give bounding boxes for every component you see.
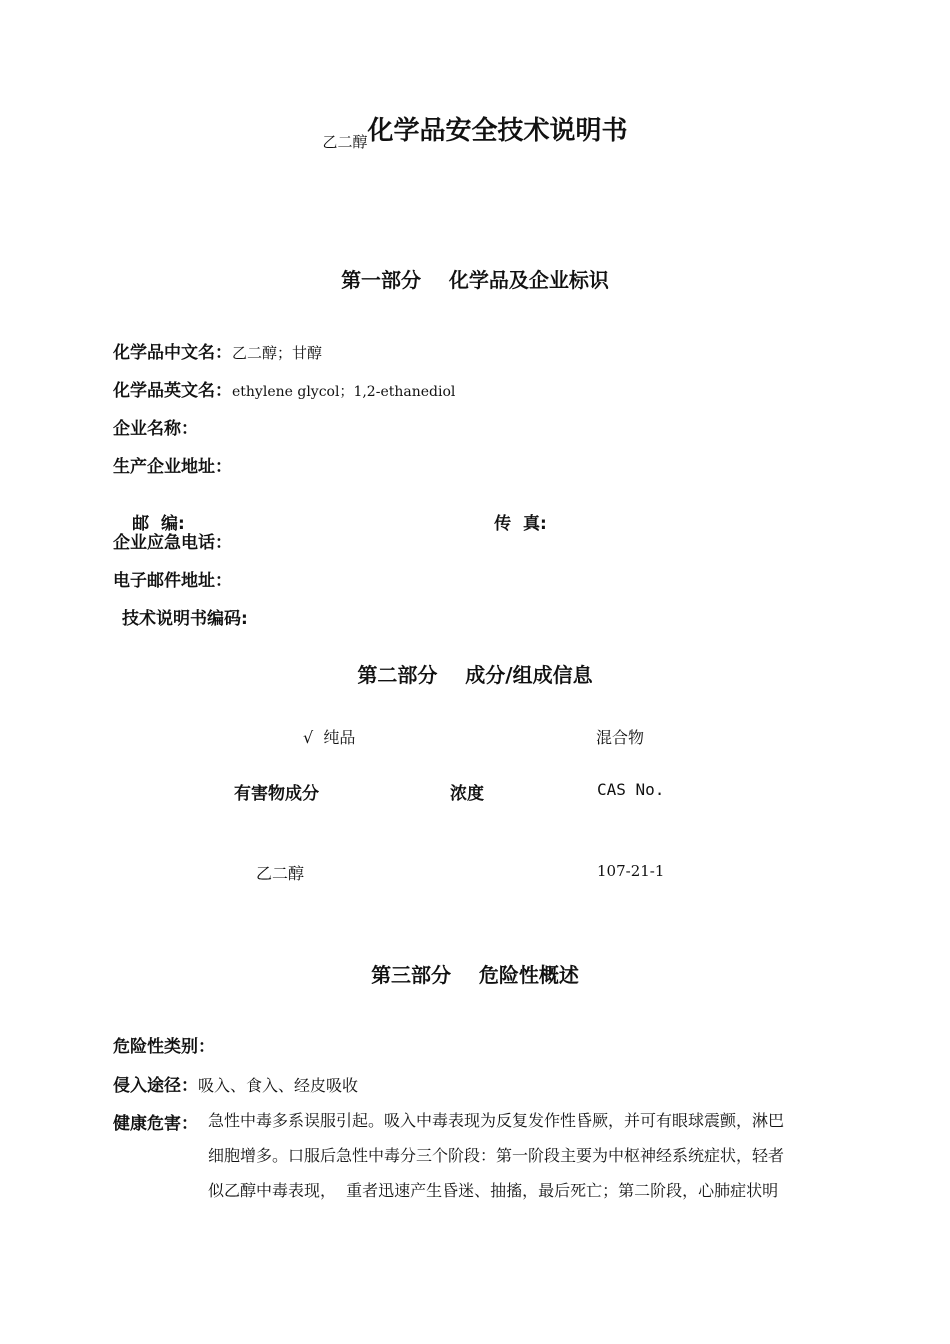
field-label: 危险性类别： — [113, 1037, 215, 1057]
field-value: 乙二醇；甘醇 — [232, 344, 323, 362]
field-company-name — [113, 414, 198, 439]
field-sds-code — [122, 604, 248, 629]
title-main: 化学品安全技术说明书 — [367, 116, 628, 146]
part3-heading: 第三部分 危险性概述 — [371, 963, 579, 987]
part2-heading: 第二部分 成分/组成信息 — [357, 663, 593, 687]
field-label: 传 真: — [494, 514, 547, 534]
table-cell-component: 乙二醇 — [256, 864, 305, 883]
health-hazard-label: 健康危害： — [113, 1114, 198, 1134]
field-label: 技术说明书编码: — [122, 609, 248, 629]
field-route — [113, 1071, 358, 1096]
table-header-component: 有害物成分 — [234, 784, 319, 804]
field-label: 化学品中文名： — [113, 343, 232, 363]
field-label: 化学品英文名： — [113, 381, 232, 401]
health-hazard-line: 急性中毒多系误服引起。吸入中毒表现为反复发作性昏厥，并可有眼球震颤，淋巴 — [208, 1111, 785, 1130]
table-cell-cas: 107-21-1 — [597, 862, 665, 880]
field-english-name — [113, 376, 455, 401]
field-label: 电子邮件地址： — [113, 571, 232, 591]
document-title — [0, 110, 950, 152]
field-label: 邮 编: — [132, 514, 185, 534]
table-header-cas: CAS No. — [597, 780, 665, 799]
field-hazard-class — [113, 1032, 215, 1057]
field-email — [113, 566, 232, 591]
field-chinese-name — [113, 338, 322, 363]
field-label: 生产企业地址： — [113, 457, 232, 477]
field-label: 侵入途径： — [113, 1076, 198, 1096]
mixture-option: 混合物 — [596, 728, 645, 747]
field-value: 吸入、食入、经皮吸收 — [198, 1076, 359, 1095]
part1-heading: 第一部分 化学品及企业标识 — [341, 268, 609, 292]
field-emergency-phone — [113, 528, 232, 553]
field-label: 企业应急电话： — [113, 533, 232, 553]
health-hazard-text — [208, 1103, 840, 1208]
field-value: ethylene glycol；1,2-ethanediol — [232, 384, 456, 400]
field-fax — [484, 490, 547, 534]
health-hazard-line: 似乙醇中毒表现， 重者迅速产生昏迷、抽搐，最后死亡；第二阶段，心肺症状明 — [208, 1181, 779, 1200]
title-prefix: 乙二醇 — [322, 133, 368, 151]
table-header-concentration: 浓度 — [450, 784, 484, 804]
health-hazard-line: 细胞增多。口服后急性中毒分三个阶段：第一阶段主要为中枢神经系统症状，轻者 — [208, 1146, 785, 1165]
field-company-address — [113, 452, 232, 477]
field-label: 企业名称： — [113, 419, 198, 439]
pure-option: √ 纯品 — [303, 728, 356, 747]
